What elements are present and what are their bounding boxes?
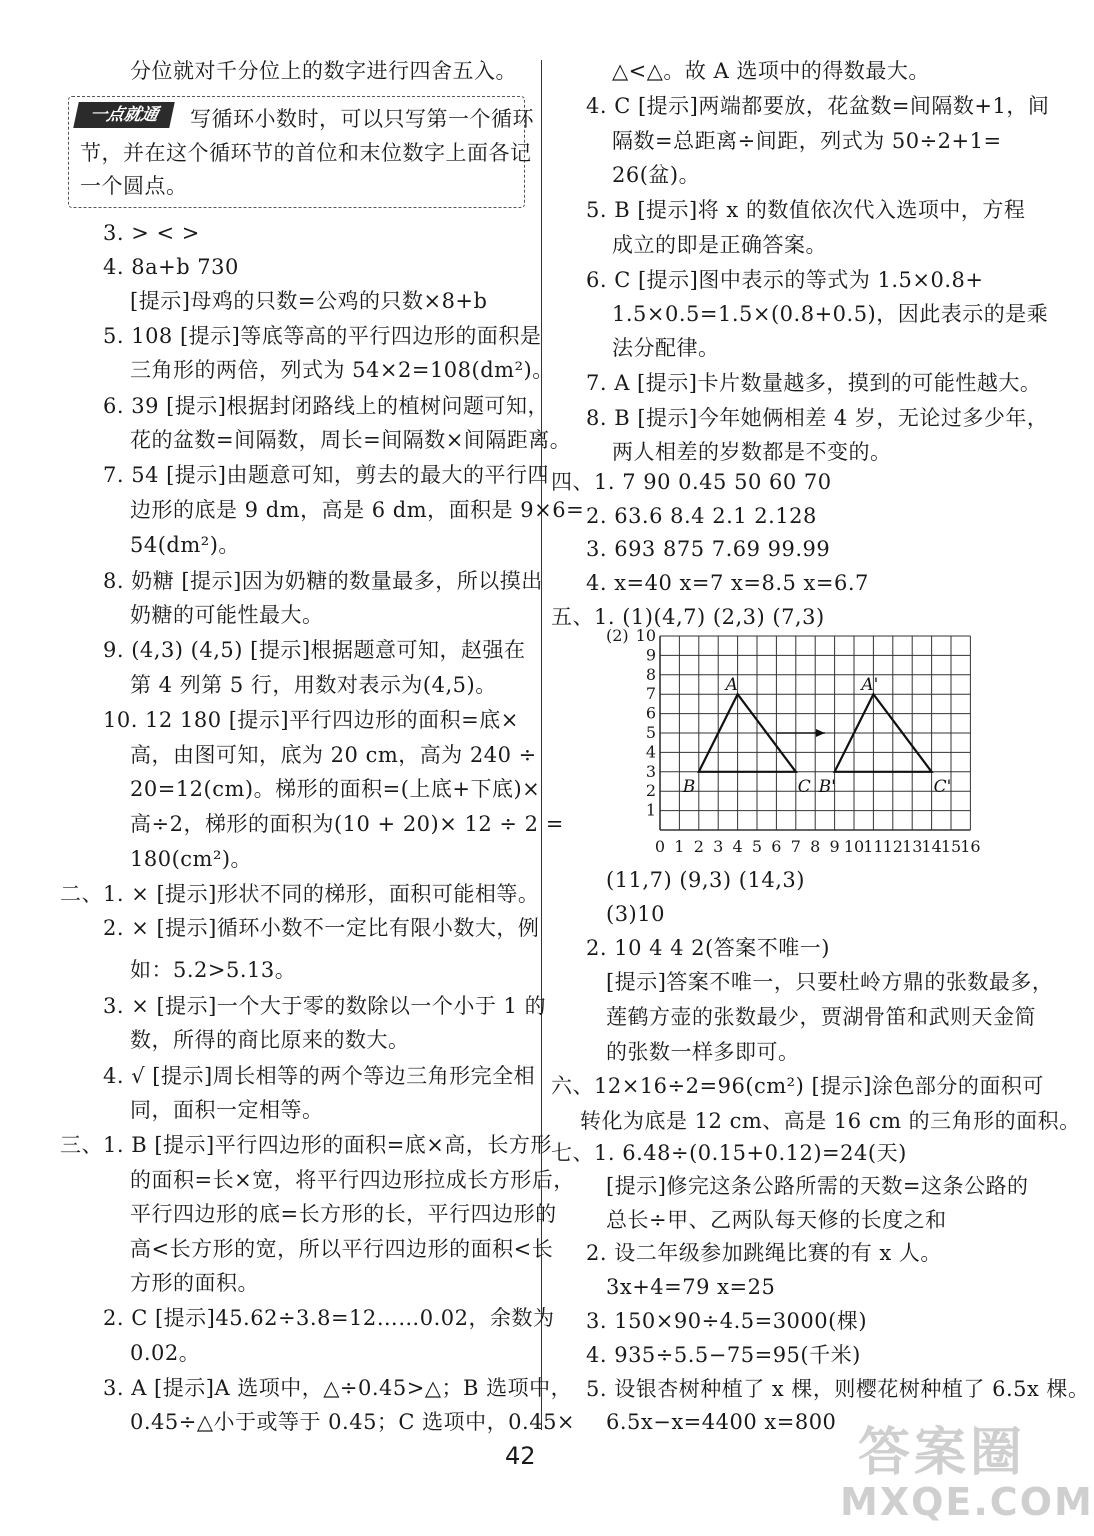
- answer-line: 20=12(cm)。梯形的面积=(上底+下底)×: [130, 777, 541, 801]
- answer-line: [提示]母鸡的只数=公鸡的只数×8+b: [130, 289, 488, 313]
- x-tick-label: 8: [810, 837, 821, 856]
- y-tick-label: 2: [645, 781, 656, 801]
- answer-line: 6.5x−x=4400 x=800: [606, 1410, 837, 1434]
- answer-line: 6. 39 [提示]根据封闭路线上的植树问题可知，: [103, 394, 549, 418]
- answer-line: 2. C [提示]45.62÷3.8=12……0.02，余数为: [103, 1306, 555, 1330]
- answer-line: 6. C [提示]图中表示的等式为 1.5×0.8+: [586, 268, 984, 292]
- answer-line: 法分配律。: [612, 336, 720, 360]
- answer-line: 2. × [提示]循环小数不一定比有限小数大，例: [103, 916, 540, 940]
- vertex-label: A': [861, 675, 879, 696]
- answer-line: 10. 12 180 [提示]平行四边形的面积=底×: [103, 708, 519, 732]
- watermark-logo: [840, 1410, 1094, 1530]
- answer-line: 分位就对千分位上的数字进行四舍五入。: [130, 59, 517, 83]
- answer-line: 两人相差的岁数都是不变的。: [612, 440, 892, 464]
- coordinate-grid-figure: [604, 626, 1004, 862]
- answer-line: 4. √ [提示]周长相等的两个等边三角形完全相: [103, 1064, 536, 1088]
- y-tick-label: 6: [645, 703, 656, 723]
- answer-line: 3. > < >: [103, 221, 200, 245]
- answer-line: 4. C [提示]两端都要放，花盆数=间隔数+1，间: [586, 94, 1050, 118]
- answer-line: 9. (4,3) (4,5) [提示]根据题意可知，赵强在: [103, 638, 526, 662]
- answer-line: 高<长方形的宽，所以平行四边形的面积<长: [130, 1237, 554, 1261]
- answer-line: 0.45÷△小于或等于 0.45；C 选项中，0.45×: [130, 1410, 576, 1434]
- tip-line: 写循环小数时，可以只写第一个循环: [190, 107, 534, 131]
- x-tick-label: 16: [960, 837, 981, 856]
- answer-line: 4. x=40 x=7 x=8.5 x=6.7: [586, 571, 869, 595]
- answer-line: 六、12×16÷2=96(cm²) [提示]涂色部分的面积可: [551, 1074, 1044, 1098]
- answer-line: 第 4 列第 5 行，用数对表示为(4,5)。: [130, 673, 497, 697]
- answer-line: 花的盆数=间隔数，周长=间隔数×间隔距离。: [130, 428, 572, 452]
- answer-line: 成立的即是正确答案。: [612, 233, 827, 257]
- answer-line: 2. 设二年级参加跳绳比赛的有 x 人。: [586, 1241, 942, 1265]
- answer-line: 高，由图可知，底为 20 cm，高为 240 ÷: [130, 743, 537, 767]
- answer-line: [提示]修完这条公路所需的天数=这条公路的: [606, 1174, 1029, 1198]
- answer-line: 数，所得的商比原来的数大。: [130, 1028, 410, 1052]
- page-number: 42: [505, 1442, 536, 1470]
- answer-line: 5. 108 [提示]等底等高的平行四边形的面积是: [103, 324, 542, 348]
- answer-line: 8. B [提示]今年她俩相差 4 岁，无论过多少年，: [586, 406, 1049, 430]
- vertex-label: A: [725, 675, 738, 696]
- y-tick-label: 4: [645, 742, 656, 762]
- y-tick-label: 10: [635, 626, 656, 645]
- answer-line: △<△。故 A 选项中的得数最大。: [612, 59, 930, 83]
- watermark-url: MXQE.COM: [840, 1480, 1094, 1524]
- watermark-text: 答案圈: [858, 1423, 1027, 1483]
- answer-line: 2. 63.6 8.4 2.1 2.128: [586, 504, 817, 528]
- x-tick-label: 9: [829, 837, 840, 856]
- answer-line: 7. 54 [提示]由题意可知，剪去的最大的平行四: [103, 463, 549, 487]
- answer-line: 的面积=长×宽，将平行四边形拉成长方形后，: [130, 1168, 575, 1192]
- x-tick-label: 0: [654, 837, 666, 856]
- x-tick-label: 4: [732, 837, 743, 856]
- answer-line: 边形的底是 9 dm，高是 6 dm，面积是 9×6=: [130, 498, 585, 522]
- x-tick-label: 1: [674, 837, 685, 856]
- answer-line: (3)10: [606, 902, 665, 926]
- tip-badge: 一点就通: [73, 102, 175, 128]
- y-tick-label: 3: [645, 761, 656, 781]
- answer-line: 1.5×0.5=1.5×(0.8+0.5)，因此表示的是乘: [612, 302, 1049, 326]
- answer-line: 3. 150×90÷4.5=3000(棵): [586, 1309, 868, 1333]
- y-tick-label: 9: [645, 645, 656, 665]
- part-label: (2): [606, 626, 629, 645]
- answer-line: [提示]答案不唯一，只要杜岭方鼎的张数最多，: [606, 970, 1054, 994]
- answer-line: 5. 设银杏树种植了 x 棵，则樱花树种植了 6.5x 棵。: [586, 1377, 1090, 1401]
- x-tick-label: 15: [940, 837, 962, 856]
- y-tick-label: 8: [645, 664, 656, 684]
- answer-line: 同，面积一定相等。: [130, 1098, 324, 1122]
- answer-line: 180(cm²)。: [130, 847, 253, 871]
- vertex-label: C: [797, 776, 811, 797]
- answer-line: 奶糖的可能性最大。: [130, 603, 324, 627]
- answer-line: (11,7) (9,3) (14,3): [606, 868, 805, 892]
- answer-line: 如：5.2>5.13。: [130, 958, 297, 982]
- y-tick-label: 5: [645, 723, 656, 742]
- x-tick-label: 7: [790, 837, 801, 856]
- answer-line: 3. × [提示]一个大于零的数除以一个小于 1 的: [103, 994, 547, 1018]
- answer-line: 7. A [提示]卡片数量越多，摸到的可能性越大。: [586, 371, 1042, 395]
- answer-line: 2. 10 4 4 2(答案不唯一): [586, 936, 830, 960]
- coordinate-grid: [604, 626, 1004, 862]
- answer-line: 3x+4=79 x=25: [606, 1275, 776, 1299]
- x-tick-label: 10: [843, 837, 865, 856]
- tip-line: 节，并在这个循环节的首位和末位数字上面各记: [80, 141, 532, 165]
- answer-line: 平行四边形的底=长方形的长，平行四边形的: [130, 1202, 557, 1226]
- answer-line: 三角形的两倍，列式为 54×2=108(dm²)。: [130, 358, 554, 382]
- answer-line: 3. 693 875 7.69 99.99: [586, 537, 831, 561]
- answer-line: 转化为底是 12 cm、高是 16 cm 的三角形的面积。: [580, 1109, 1081, 1133]
- answer-line: 三、1. B [提示]平行四边形的面积=底×高，长方形: [60, 1133, 552, 1157]
- answer-line: 莲鹤方壶的张数最少，贾湖骨笛和武则天金简: [606, 1005, 1036, 1029]
- x-tick-label: 6: [771, 837, 782, 856]
- answer-line: 高÷2，梯形的面积为(10 + 20)× 12 ÷ 2 =: [130, 812, 564, 836]
- answer-line: 五、1. (1)(4,7) (2,3) (7,3): [551, 605, 825, 629]
- answer-line: 总长÷甲、乙两队每天修的长度之和: [606, 1208, 947, 1232]
- answer-line: 七、1. 6.48÷(0.15+0.12)=24(天): [551, 1141, 907, 1165]
- x-tick-label: 5: [751, 837, 763, 856]
- arrow-head: [816, 729, 825, 737]
- answer-line: 54(dm²)。: [130, 533, 240, 557]
- answer-line: 方形的面积。: [130, 1271, 259, 1295]
- answer-line: 4. 8a+b 730: [103, 255, 239, 279]
- answer-line: 4. 935÷5.5−75=95(千米): [586, 1343, 861, 1367]
- answer-line: 的张数一样多即可。: [606, 1040, 800, 1064]
- x-tick-label: 11: [863, 837, 884, 856]
- answer-line: 5. B [提示]将 x 的数值依次代入选项中，方程: [586, 198, 1026, 222]
- vertex-label: B': [818, 776, 836, 797]
- x-tick-label: 2: [693, 837, 704, 856]
- answer-line: 0.02。: [130, 1341, 201, 1365]
- x-tick-label: 3: [713, 837, 724, 856]
- answer-line: 26(盆)。: [612, 163, 701, 187]
- answer-line: 二、1. × [提示]形状不同的梯形，面积可能相等。: [60, 882, 540, 906]
- x-tick-label: 12: [882, 837, 903, 856]
- answer-line: 四、1. 7 90 0.45 50 60 70: [551, 470, 832, 494]
- answer-line: 3. A [提示]A 选项中，△÷0.45>△；B 选项中，: [103, 1376, 573, 1400]
- y-tick-label: 7: [645, 684, 656, 704]
- vertex-label: C': [933, 776, 952, 797]
- tip-line: 一个圆点。: [80, 174, 188, 198]
- vertex-label: B: [682, 776, 696, 797]
- y-tick-label: 1: [645, 800, 656, 820]
- x-tick-label: 14: [921, 837, 942, 856]
- answer-line: 隔数=总距离÷间距，列式为 50÷2+1=: [612, 129, 1002, 153]
- answer-line: 8. 奶糖 [提示]因为奶糖的数量最多，所以摸出: [103, 569, 543, 593]
- x-tick-label: 13: [902, 837, 923, 856]
